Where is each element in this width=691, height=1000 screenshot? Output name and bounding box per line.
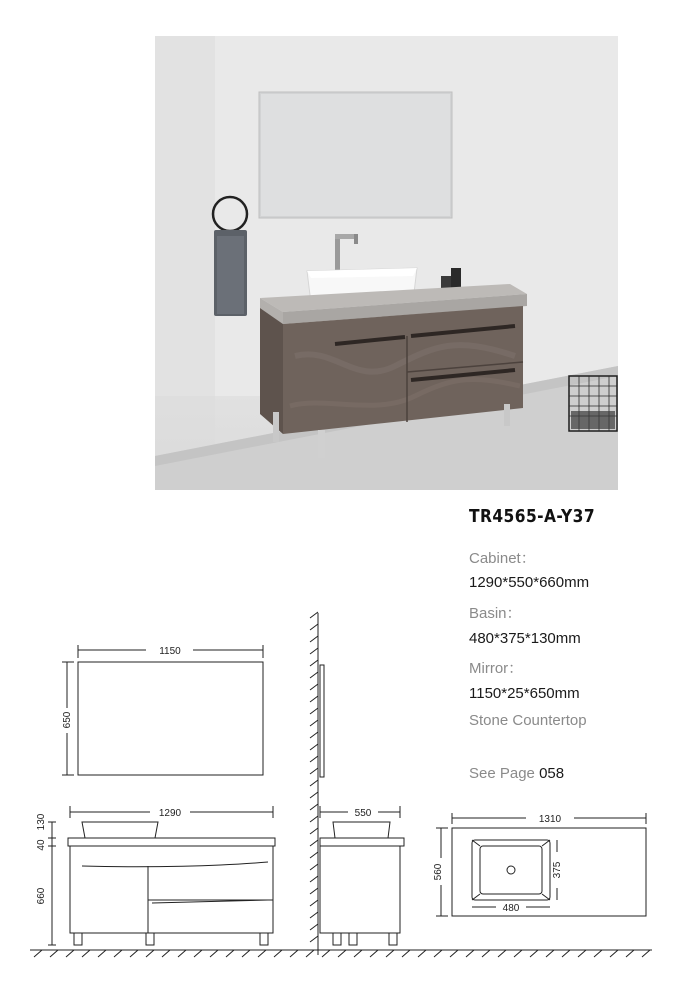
see-page-number: 058 — [539, 765, 565, 782]
model-number: TR4565-A-Y37 — [469, 506, 596, 527]
mirror-height-label: 650 — [62, 711, 73, 729]
cabinet-width-label: 1290 — [158, 808, 182, 819]
floor-line — [30, 950, 652, 957]
basin-depth-label: 375 — [552, 861, 563, 879]
cabinet-height-label: 660 — [36, 887, 47, 905]
technical-drawings — [0, 600, 691, 1000]
wall-side-drawing — [310, 612, 404, 955]
basin-width-label: 480 — [502, 903, 520, 914]
mirror-width-label: 1150 — [159, 646, 181, 657]
mirror-image — [259, 92, 452, 218]
mirror-front-drawing — [62, 645, 263, 775]
product-photo — [155, 36, 618, 490]
cabinet-front-drawing — [48, 806, 275, 945]
basin-label: Basin： — [469, 605, 522, 622]
cabinet-label: Cabinet： — [469, 550, 536, 567]
basin-height-label: 130 — [36, 813, 47, 831]
countertop-plan-drawing — [436, 813, 646, 916]
see-page-label: See Page — [469, 765, 535, 782]
mirror-label: Mirror： — [469, 660, 524, 677]
mirror-dimensions: 1150*25*650mm — [469, 685, 580, 702]
countertop-feature: Stone Countertop — [469, 712, 587, 729]
top-depth-label: 560 — [433, 863, 444, 881]
basin-dimensions: 480*375*130mm — [469, 630, 581, 647]
cabinet-dimensions: 1290*550*660mm — [469, 574, 590, 591]
counter-height-label: 40 — [36, 839, 47, 851]
cabinet-depth-label: 550 — [354, 808, 372, 819]
top-width-label: 1310 — [538, 814, 562, 825]
